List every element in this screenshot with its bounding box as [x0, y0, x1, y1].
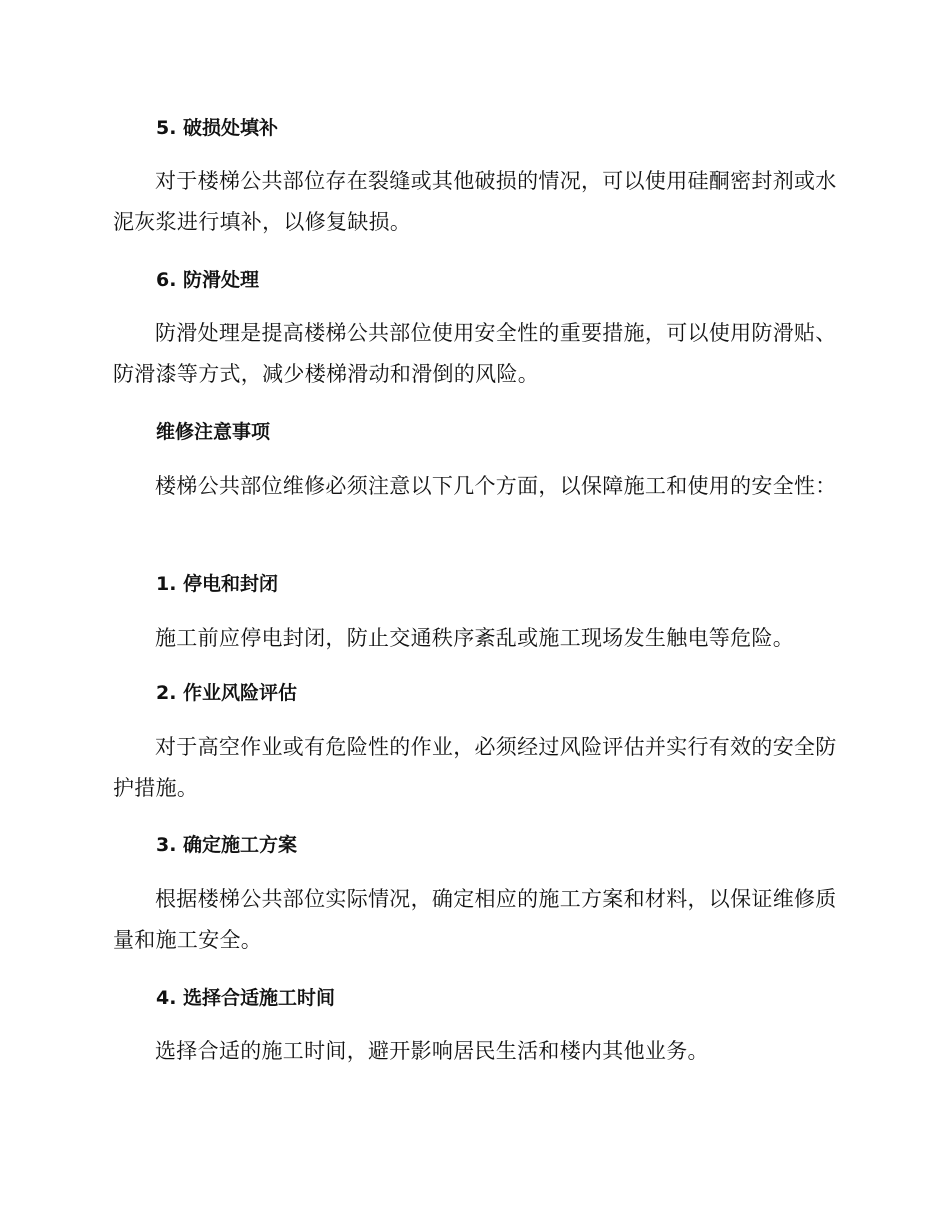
section-text-construction-plan: 根据楼梯公共部位实际情况，确定相应的施工方案和材料，以保证维修质量和施工安全。 [113, 887, 837, 952]
section-text-patch-damage: 对于楼梯公共部位存在裂缝或其他破损的情况，可以使用硅酮密封剂或水泥灰浆进行填补，以修复缺损。 [113, 169, 837, 234]
section-text-construction-time: 选择合适的施工时间，避开影响居民生活和楼内其他业务。 [155, 1039, 709, 1063]
section-heading-construction-plan: 3. 确定施工方案 [156, 834, 298, 856]
section-heading-power-off: 1. 停电和封闭 [156, 573, 279, 595]
section-text-anti-slip: 防滑处理是提高楼梯公共部位使用安全性的重要措施，可以使用防滑贴、防滑漆等方式，减少楼梯滑动和滑倒的风险。 [113, 321, 837, 386]
section-heading-risk-assessment: 2. 作业风险评估 [156, 682, 298, 704]
section-heading-maintenance-notes: 维修注意事项 [156, 421, 271, 443]
section-text-risk-assessment: 对于高空作业或有危险性的作业，必须经过风险评估并实行有效的安全防护措施。 [113, 735, 837, 800]
section-heading-patch-damage: 5. 破损处填补 [156, 117, 279, 139]
section-heading-anti-slip: 6. 防滑处理 [156, 269, 260, 291]
section-text-maintenance-notes: 楼梯公共部位维修必须注意以下几个方面，以保障施工和使用的安全性： [155, 474, 837, 498]
section-heading-construction-time: 4. 选择合适施工时间 [156, 987, 336, 1009]
section-text-power-off: 施工前应停电封闭，防止交通秩序紊乱或施工现场发生触电等危险。 [155, 626, 794, 650]
